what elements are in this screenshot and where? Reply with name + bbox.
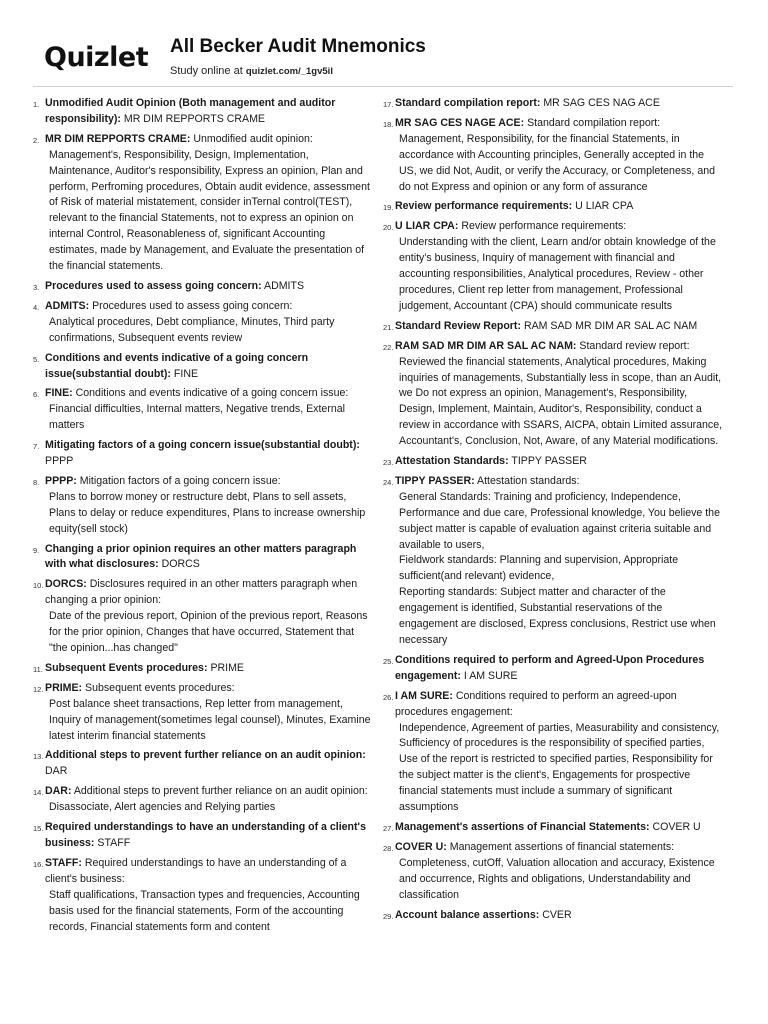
entry-answer: ADMITS bbox=[264, 279, 305, 292]
entry-term: Attestation Standards: bbox=[395, 455, 509, 468]
entry-heading bbox=[45, 132, 373, 148]
entry-term: DAR: bbox=[45, 785, 72, 798]
entry-answer: DAR bbox=[45, 765, 68, 778]
flashcard-entry bbox=[33, 577, 373, 657]
entry-heading bbox=[45, 784, 373, 800]
entry-term: Account balance assertions: bbox=[395, 908, 540, 921]
entry-answer: Procedures used to assess going concern: bbox=[92, 299, 293, 312]
entry-term: Management's assertions of Financial Statements: bbox=[395, 820, 650, 833]
flashcard-entry bbox=[33, 681, 373, 745]
flashcard-entry bbox=[33, 784, 373, 816]
right-column bbox=[383, 96, 723, 927]
study-online-line bbox=[170, 65, 333, 77]
entry-heading bbox=[45, 820, 373, 852]
flashcard-entry bbox=[383, 116, 723, 196]
entry-detail: Reviewed the financial statements, Analytical procedures, Making inquiries of managements, Substantially less in scope, than an Audit, we Do not express an opinion, Management's, Responsibility, Design, Implement, Maintain, Auditor's, Responsibility, conduct a review in accordance with SSARS, AICPA, obtain Limited assurance, Accountant's, Conclusion, Not, Aware, of any Material modifications. bbox=[399, 355, 723, 448]
flashcard-entry bbox=[33, 386, 373, 434]
entry-number: 6. bbox=[33, 390, 40, 400]
flashcard-entry bbox=[383, 96, 723, 112]
entry-detail: Financial difficulties, Internal matters, Negative trends, External matters bbox=[49, 403, 345, 432]
entry-answer: Attestation standards: bbox=[477, 474, 580, 487]
entry-term: STAFF: bbox=[45, 856, 82, 869]
entry-detail: Reporting standards: Subject matter and character of the engagement is identified, Substantial reservations of the engagement are disclosed, Express conclusions, Restrict use when necessary bbox=[399, 586, 716, 646]
entry-heading bbox=[45, 438, 373, 470]
entry-number: 8. bbox=[33, 477, 40, 487]
flashcard-entry bbox=[383, 454, 723, 470]
entry-detail: Completeness, cutOff, Valuation allocation and accuracy, Existence and occurrence, Rights and obligations, Understandability and classification bbox=[399, 856, 715, 901]
quizlet-logo: Quizlet bbox=[44, 42, 149, 73]
entry-detail: Management's, Responsibility, Design, Implementation, Maintenance, Auditor's responsibility, Express an opinion, Plan and perform, Perfroming procedures, Obtain audit evidence, assessment of Risk of material mistatement, consider inTernal control(TEST), relevant to the financial Statements, not to express an opinion on internal Control, Reasonableness of, significant Accounting estimates, made by Management, and Evaluate the presentation of the financial statements. bbox=[49, 148, 370, 273]
entry-answer: Mitigation factors of a going concern issue: bbox=[79, 474, 281, 487]
flashcard-entry bbox=[383, 653, 723, 685]
entry-term: Conditions required to perform and Agreed-Upon Procedures engagement: bbox=[395, 653, 705, 682]
flashcard-entry bbox=[383, 199, 723, 215]
entry-heading bbox=[395, 339, 723, 355]
entry-term: RAM SAD MR DIM AR SAL AC NAM: bbox=[395, 339, 577, 352]
entry-answer: MR SAG CES NAG ACE bbox=[543, 97, 660, 109]
entry-number: 28. bbox=[383, 843, 394, 853]
entry-answer: Standard review report: bbox=[579, 339, 690, 352]
flashcard-entry bbox=[33, 438, 373, 470]
entry-answer: Additional steps to prevent further reliance on an audit opinion: bbox=[73, 785, 368, 798]
entry-term: Subsequent Events procedures: bbox=[45, 661, 208, 674]
entry-term: DORCS: bbox=[45, 578, 87, 591]
entry-detail: Analytical procedures, Debt compliance, Minutes, Third party confirmations, Subsequent events review bbox=[49, 315, 335, 344]
entry-term: Review performance requirements: bbox=[395, 200, 573, 213]
entry-term: PPPP: bbox=[45, 474, 77, 487]
entry-heading bbox=[45, 386, 373, 402]
flashcard-entry bbox=[33, 820, 373, 852]
flashcard-entry bbox=[383, 840, 723, 904]
study-online-label: Study online at bbox=[170, 65, 246, 77]
entry-answer: Review performance requirements: bbox=[461, 220, 627, 233]
entry-heading bbox=[395, 820, 723, 836]
page-header bbox=[0, 0, 768, 88]
entry-heading bbox=[395, 908, 723, 924]
entry-heading bbox=[45, 96, 373, 128]
entry-detail: Disassociate, Alert agencies and Relying parties bbox=[49, 801, 276, 814]
entry-answer: FINE bbox=[173, 367, 199, 380]
entry-term: COVER U: bbox=[395, 840, 447, 853]
entry-answer: Conditions and events indicative of a going concern issue: bbox=[75, 387, 349, 400]
flashcard-entry bbox=[383, 908, 723, 924]
entry-number: 21. bbox=[383, 322, 394, 332]
entry-heading bbox=[395, 199, 723, 215]
flashcard-entry bbox=[33, 474, 373, 538]
entry-heading bbox=[45, 299, 373, 315]
entry-heading bbox=[395, 474, 723, 490]
study-online-link[interactable]: quizlet.com/_1gv5il bbox=[245, 66, 333, 77]
flashcard-entry bbox=[33, 279, 373, 295]
entry-answer: COVER U bbox=[652, 820, 701, 833]
flashcard-entry bbox=[33, 661, 373, 677]
entry-term: Required understandings to have an understanding of a client's business: bbox=[45, 821, 366, 849]
entry-number: 5. bbox=[33, 354, 40, 364]
entry-answer: MR DIM REPPORTS CRAME bbox=[123, 112, 265, 125]
entry-answer: Unmodified audit opinion: bbox=[193, 132, 313, 145]
entry-answer: Subsequent events procedures: bbox=[85, 681, 235, 694]
entry-heading bbox=[45, 542, 373, 574]
entry-answer: Management assertions of financial statements: bbox=[449, 840, 675, 853]
flashcard-entry bbox=[383, 689, 723, 816]
entry-term: PRIME: bbox=[45, 681, 83, 694]
entry-heading bbox=[395, 689, 723, 721]
entry-heading bbox=[395, 653, 723, 685]
entry-term: U LIAR CPA: bbox=[395, 220, 459, 233]
entry-heading bbox=[395, 454, 723, 470]
entry-answer: TIPPY PASSER bbox=[511, 455, 587, 468]
entry-answer: PPPP bbox=[45, 455, 74, 468]
entry-term: Standard compilation report: bbox=[395, 97, 541, 109]
entry-detail: Management, Responsibility, for the financial Statements, in accordance with Accounting principles, Generally accepted in the US, we did Not, Audit, or verify the Accuracy, or Completeness, and do not Express and opinion or any form of assurance bbox=[399, 132, 715, 193]
entry-number: 1. bbox=[33, 100, 40, 109]
entry-answer: Disclosures required in an other matters paragraph when changing a prior opinion: bbox=[45, 578, 358, 607]
entry-detail: Date of the previous report, Opinion of the previous report, Reasons for the prior opinion, Changes that have occurred, Statement that "the opinion...has changed" bbox=[49, 610, 368, 654]
entry-answer: PRIME bbox=[210, 661, 244, 674]
flashcard-entry bbox=[383, 474, 723, 649]
entry-number: 25. bbox=[383, 656, 394, 666]
entry-detail: Independence, Agreement of parties, Measurability and consistency, Sufficiency of procedures is the responsibility of specified parties, Use of the report is restricted to specified parties, Responsibility for the subject matter is the client's, Engagements for prospective financial statements must include a summary of significant assumptions bbox=[399, 721, 720, 814]
entry-number: 29. bbox=[383, 911, 394, 921]
entry-answer: U LIAR CPA bbox=[575, 200, 634, 213]
entry-heading bbox=[395, 116, 723, 132]
entry-term: Changing a prior opinion requires an other matters paragraph with what disclosures: bbox=[45, 542, 357, 571]
flashcard-entry bbox=[33, 856, 373, 936]
entry-number: 4. bbox=[33, 302, 40, 312]
entry-number: 16. bbox=[33, 859, 44, 869]
flashcard-entry bbox=[383, 219, 723, 314]
entry-number: 13. bbox=[33, 752, 44, 762]
entry-number: 15. bbox=[33, 824, 44, 834]
entry-detail: Staff qualifications, Transaction types and frequencies, Accounting basis used for the financial statements, Form of the accounting records, Financial statements form and content bbox=[49, 888, 360, 933]
entry-number: 27. bbox=[383, 823, 394, 833]
entry-term: TIPPY PASSER: bbox=[395, 474, 475, 487]
entry-answer: I AM SURE bbox=[463, 669, 518, 682]
entry-heading bbox=[45, 661, 373, 677]
entry-term: I AM SURE: bbox=[395, 689, 453, 702]
left-column bbox=[33, 96, 373, 939]
entry-number: 19. bbox=[383, 203, 394, 213]
flashcard-entry bbox=[33, 132, 373, 275]
header-divider bbox=[33, 86, 733, 87]
entry-term: Mitigating factors of a going concern issue(substantial doubt): bbox=[45, 439, 360, 452]
entry-heading bbox=[45, 351, 373, 383]
entry-number: 12. bbox=[33, 684, 44, 694]
flashcard-entry bbox=[33, 748, 373, 780]
entry-term: Conditions and events indicative of a going concern issue(substantial doubt): bbox=[45, 351, 309, 380]
page-title: All Becker Audit Mnemonics bbox=[170, 36, 426, 57]
entry-answer: Standard compilation report: bbox=[527, 116, 661, 129]
entry-heading bbox=[45, 279, 373, 295]
entry-number: 17. bbox=[383, 100, 394, 109]
entry-term: MR SAG CES NAGE ACE: bbox=[395, 116, 525, 129]
entry-number: 18. bbox=[383, 119, 394, 129]
flashcard-entry bbox=[33, 351, 373, 383]
entry-heading bbox=[45, 474, 373, 490]
entry-number: 11. bbox=[33, 664, 43, 674]
entry-number: 10. bbox=[33, 581, 44, 591]
entry-answer: CVER bbox=[542, 908, 572, 921]
flashcard-entry bbox=[383, 820, 723, 836]
entry-detail: Fieldwork standards: Planning and supervision, Appropriate sufficient(and relevant) evidence, bbox=[399, 554, 679, 583]
entry-heading bbox=[395, 840, 723, 856]
entry-term: MR DIM REPPORTS CRAME: bbox=[45, 132, 191, 145]
entry-number: 26. bbox=[383, 692, 394, 702]
entry-number: 24. bbox=[383, 477, 394, 487]
entry-heading bbox=[45, 681, 373, 697]
entry-detail: General Standards: Training and proficiency, Independence, Performance and due care, Professional knowledge, You believe the subject matter is capable of evaluation against criteria suitable and available to users, bbox=[399, 490, 720, 551]
entry-answer: RAM SAD MR DIM AR SAL AC NAM bbox=[523, 319, 698, 332]
entry-heading bbox=[395, 319, 723, 335]
flashcard-entry bbox=[33, 96, 373, 128]
entry-number: 7. bbox=[33, 442, 40, 452]
entry-detail: Understanding with the client, Learn and/or obtain knowledge of the entity's business, Inquiry of management with financial and accounting responsibilities, Analytical procedures, Review - other procedures, Client rep letter from management, Professional judgement, Accountant (CPA) should communicate results bbox=[399, 236, 716, 312]
entry-term: Additional steps to prevent further reliance on an audit opinion: bbox=[45, 749, 366, 762]
entry-number: 3. bbox=[33, 282, 40, 292]
entry-heading bbox=[45, 577, 373, 609]
entry-detail: Plans to borrow money or restructure debt, Plans to sell assets, Plans to delay or reduce expenditures, Plans to increase ownership equity(sell stock) bbox=[49, 490, 366, 535]
entry-term: Procedures used to assess going concern: bbox=[45, 279, 262, 292]
entry-heading bbox=[395, 219, 723, 235]
flashcard-entry bbox=[33, 299, 373, 347]
entry-answer: STAFF bbox=[97, 836, 131, 849]
entry-number: 23. bbox=[383, 458, 394, 468]
entry-number: 9. bbox=[33, 545, 40, 555]
entry-answer: DORCS bbox=[161, 558, 200, 571]
entry-heading bbox=[45, 748, 373, 780]
entry-number: 14. bbox=[33, 788, 44, 798]
entry-answer: Required understandings to have an understanding of a client's business: bbox=[45, 856, 347, 885]
flashcard-entry bbox=[383, 319, 723, 335]
entry-number: 20. bbox=[383, 223, 394, 233]
flashcard-entry bbox=[383, 339, 723, 450]
entry-term: ADMITS: bbox=[45, 299, 90, 312]
entry-heading bbox=[45, 856, 373, 888]
entry-answer: Conditions required to perform an agreed-upon procedures engagement: bbox=[395, 689, 677, 718]
flashcard-entry bbox=[33, 542, 373, 574]
entry-term: Standard Review Report: bbox=[395, 319, 521, 332]
entry-heading bbox=[395, 96, 723, 112]
entry-term: FINE: bbox=[45, 387, 73, 400]
entry-term: Unmodified Audit Opinion (Both management and auditor responsibility): bbox=[45, 97, 336, 125]
entry-number: 22. bbox=[383, 342, 394, 352]
entry-detail: Post balance sheet transactions, Rep letter from management, Inquiry of management(sometimes legal counsel), Minutes, Examine latest interim financial statements bbox=[49, 697, 371, 742]
entry-number: 2. bbox=[33, 135, 40, 145]
